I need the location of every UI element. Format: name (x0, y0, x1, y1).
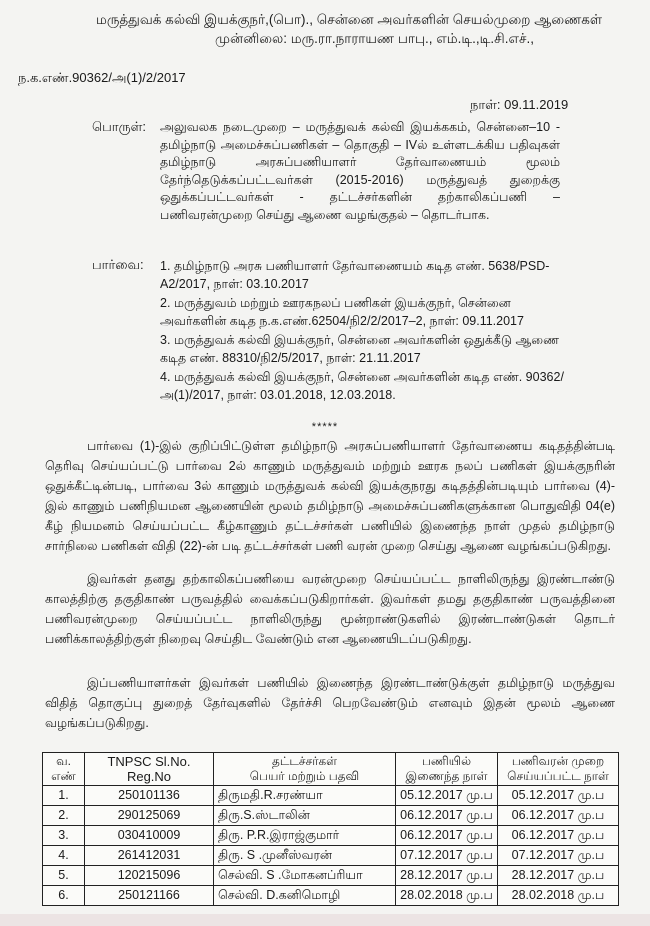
cell-serial: 6. (43, 886, 85, 906)
paragraph-text: இப்பணியாளர்கள் இவர்கள் பணியில் இணைந்த இரண்டாண்டுக்குள் தமிழ்நாடு மருத்துவ விதித் தொகுப்பு துறைத் தேர்வுகளில் தேர்ச்சி பெறவேண்டும் எனவும் இதன் மூலம் ஆணை வழங்கப்படுகிறது. (45, 676, 615, 730)
reference-number: 3. (160, 333, 171, 347)
reference-number: ந.க.எண்.90362/அ(1)/2/2017 (18, 70, 186, 85)
references-label: பார்வை: (92, 257, 144, 272)
cell-regularised-date: 05.12.2017 மு.ப (498, 786, 619, 806)
paragraph-1 (45, 436, 615, 556)
cell-join-date: 07.12.2017 மு.ப (396, 846, 498, 866)
paragraph-2 (45, 569, 615, 649)
reference-number: 2. (160, 296, 171, 310)
reference-number: 1. (160, 259, 171, 273)
typist-regularisation-table (42, 752, 619, 906)
cell-reg-no: 250101136 (85, 786, 214, 806)
cell-regularised-date: 06.12.2017 மு.ப (498, 806, 619, 826)
header-name: தட்டச்சர்கள் பெயர் மற்றும் பதவி (214, 753, 396, 786)
paragraph-text: பார்வை (1)-இல் குறிப்பிட்டுள்ள தமிழ்நாடு அரசுப்பணியாளர் தேர்வாணைய கடிதத்தின்படி தெரிவு செய்யப்பட்டு பார்வை 2ல் காணும் மருத்துவம் மற்றும் ஊரக நலப் பணிகள் இயக்குநரின் ஒதுக்கீட்டின்படி, பார்வை 3ல் காணும் மருத்துவக் கல்வி இயக்குநரது கடிதத்தின்படியும் பார்வை (4)-இல் காணும் பணிநியமன ஆணையின் மூலம் தமிழ்நாடு அமைச்சுப்பணிகளுக்கான பொதுவிதி 04(e) கீழ் நியமனம் செய்யப்பட்ட கீழ்காணும் தட்டச்சர்கள் பணியில் இணைந்த நாள் முதல் தமிழ்நாடு சார்நிலை பணிகள் விதி (22)-ன் படி தட்டச்சர்கள் பணி வரன் முறை செய்து ஆணை வழங்கப்படுகிறது. (45, 439, 615, 553)
table-row (43, 786, 619, 806)
header-join-date: பணியில் இணைந்த நாள் (396, 753, 498, 786)
header-regularised-date: பணிவரன் முறை செய்யப்பட்ட நாள் (498, 753, 619, 786)
reference-text: மருத்துவம் மற்றும் ஊரகநலப் பணிகள் இயக்குநர், சென்னை அவர்களின் கடித ந.க.எண்.62504/நி2/2/2017–2, நாள்: 09.11.2017 (160, 296, 524, 328)
header-serial: வ. எண் (43, 753, 85, 786)
cell-join-date: 28.02.2018 மு.ப (396, 886, 498, 906)
reference-text: மருத்துவக் கல்வி இயக்குநர், சென்னை அவர்களின் ஒதுக்கீடு ஆணை கடித எண். 88310/நி2/5/2017, நாள்: 21.11.2017 (160, 333, 559, 365)
header-reg-no: TNPSC Sl.No. Reg.No (85, 753, 214, 786)
document-date: நாள்: 09.11.2019 (470, 97, 569, 112)
reference-text: தமிழ்நாடு அரசு பணியாளர் தேர்வாணையம் கடித எண். 5638/PSD-A2/2017, நாள்: 03.10.2017 (160, 259, 550, 291)
subject-text: அலுவலக நடைமுறை – மருத்துவக் கல்வி இயக்ககம், சென்னை–10 - தமிழ்நாடு அமைச்சுப்பணிகள் – தொகுதி – IVல் உள்ளடக்கிய பதிவுகள் தமிழ்நாடு அரசுப்பணியாளர் தேர்வாணையம் மூலம் தேர்ந்தெடுக்கப்பட்டவர்கள் (2015-2016) மருத்துவத் துறைக்கு ஒதுக்கப்பட்டவர்கள் - தட்டச்சர்களின் தற்காலிகப்பணி – பணிவரன்முறை செய்து ஆணை வழங்குதல் – தொடர்பாக. (160, 120, 560, 222)
paragraph-3 (45, 673, 615, 733)
table-row (43, 806, 619, 826)
references-list (160, 257, 565, 405)
reference-text: மருத்துவக் கல்வி இயக்குநர், சென்னை அவர்களின் கடித எண். 90362/அ(1)/2017, நாள்: 03.01.2018, 12.03.2018. (160, 370, 564, 402)
cell-join-date: 06.12.2017 மு.ப (396, 826, 498, 846)
cell-regularised-date: 06.12.2017 மு.ப (498, 826, 619, 846)
cell-reg-no: 120215096 (85, 866, 214, 886)
cell-serial: 4. (43, 846, 85, 866)
cell-regularised-date: 28.12.2017 மு.ப (498, 866, 619, 886)
cell-name: திரு. S .முனீஸ்வரன் (214, 846, 396, 866)
cell-regularised-date: 07.12.2017 மு.ப (498, 846, 619, 866)
cell-join-date: 05.12.2017 மு.ப (396, 786, 498, 806)
page-bottom-shadow (0, 914, 650, 926)
reference-item (160, 368, 565, 404)
table-row (43, 846, 619, 866)
paragraph-text: இவர்கள் தனது தற்காலிகப்பணியை வரன்முறை செய்யப்பட்ட நாளிலிருந்து இரண்டாண்டு காலத்திற்கு தகுதிகாண் பருவத்தில் வைக்கப்படுகிறார்கள். இவர்கள் தமது தகுதிகாண் பருவத்தினை பணிவரன்முறை செய்யப்பட்ட நாளிலிருந்து மூன்றாண்டுகளில் இரண்டாண்டுகள் தொடர் பணிக்காலத்திற்குள் நிறைவு செய்திட வேண்டும் என ஆணையிடப்படுகிறது. (45, 572, 615, 646)
reference-number: 4. (160, 370, 171, 384)
cell-reg-no: 290125069 (85, 806, 214, 826)
cell-name: செல்வி. D.கனிமொழி (214, 886, 396, 906)
table-row (43, 866, 619, 886)
cell-reg-no: 250121166 (85, 886, 214, 906)
cell-serial: 2. (43, 806, 85, 826)
presided-by: முன்னிலை: மரு.ரா.நாராயண பாபு., எம்.டி.,டி.சி.எச்., (215, 31, 534, 46)
issuer-title: மருத்துவக் கல்வி இயக்குநர்,(பொ)., சென்னை அவர்களின் செயல்முறை ஆணைகள் (96, 12, 603, 27)
separator-stars: ***** (311, 421, 339, 433)
cell-serial: 1. (43, 786, 85, 806)
cell-name: செல்வி. S .மோகனப்ரியா (214, 866, 396, 886)
cell-name: திருமதி.R.சரண்யா (214, 786, 396, 806)
cell-join-date: 06.12.2017 மு.ப (396, 806, 498, 826)
cell-join-date: 28.12.2017 மு.ப (396, 866, 498, 886)
table-header-row (43, 753, 619, 786)
table-row (43, 886, 619, 906)
subject-label: பொருள்: (92, 119, 146, 134)
reference-item (160, 257, 565, 293)
cell-reg-no: 261412031 (85, 846, 214, 866)
cell-name: திரு. P.R.இராஜ்குமார் (214, 826, 396, 846)
reference-item (160, 294, 565, 330)
cell-name: திரு.S.ஸ்டாலின் (214, 806, 396, 826)
cell-serial: 5. (43, 866, 85, 886)
reference-item (160, 331, 565, 367)
cell-regularised-date: 28.02.2018 மு.ப (498, 886, 619, 906)
table-row (43, 826, 619, 846)
cell-reg-no: 030410009 (85, 826, 214, 846)
cell-serial: 3. (43, 826, 85, 846)
